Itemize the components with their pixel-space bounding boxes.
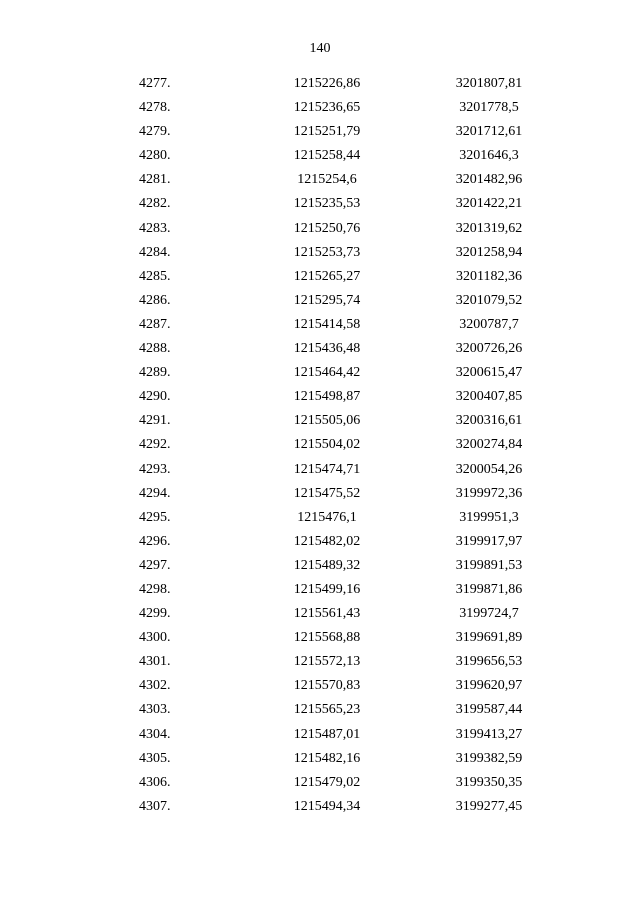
coordinate-y: 3199871,86 — [455, 581, 523, 597]
coordinate-x: 1215254,6 — [297, 172, 357, 188]
point-number: 4283. — [139, 220, 171, 236]
point-number: 4277. — [139, 76, 171, 91]
coordinate-x: 1215482,02 — [293, 533, 361, 549]
coordinate-x: 1215476,1 — [297, 509, 357, 525]
table-row — [0, 747, 640, 771]
table-row — [0, 795, 640, 819]
point-number: 4287. — [139, 316, 171, 332]
coordinate-x: 1215414,58 — [293, 316, 361, 332]
coordinate-x: 1215226,86 — [293, 76, 361, 91]
coordinate-y: 3199691,89 — [455, 630, 523, 646]
point-number: 4296. — [139, 533, 171, 549]
table-row — [0, 482, 640, 506]
point-number: 4290. — [139, 389, 171, 405]
coordinate-x: 1215253,73 — [293, 244, 361, 260]
table-row — [0, 650, 640, 674]
coordinate-y: 3199891,53 — [455, 557, 523, 573]
point-number: 4306. — [139, 774, 171, 790]
coordinate-x: 1215572,13 — [293, 654, 361, 670]
point-number: 4293. — [139, 461, 171, 477]
coordinate-y: 3201182,36 — [456, 268, 522, 284]
coordinate-y: 3199724,7 — [459, 606, 519, 622]
point-number: 4291. — [139, 413, 171, 429]
table-row — [0, 433, 640, 457]
point-number: 4282. — [139, 196, 171, 212]
coordinate-x: 1215482,16 — [293, 750, 361, 766]
table-row — [0, 771, 640, 795]
point-number: 4286. — [139, 292, 171, 308]
point-number: 4294. — [139, 485, 171, 501]
coordinate-x: 1215479,02 — [293, 774, 361, 790]
table-row — [0, 313, 640, 337]
coordinate-y: 3199413,27 — [455, 726, 523, 742]
coordinate-y: 3199277,45 — [455, 798, 523, 814]
table-row — [0, 72, 640, 96]
point-number: 4305. — [139, 750, 171, 766]
coordinate-y: 3200615,47 — [455, 365, 523, 381]
coordinate-x: 1215235,53 — [293, 196, 361, 212]
table-row — [0, 506, 640, 530]
point-number: 4289. — [139, 365, 171, 381]
coordinate-y: 3199587,44 — [455, 702, 523, 718]
table-row — [0, 530, 640, 554]
coordinate-x: 1215570,83 — [293, 678, 361, 694]
table-row — [0, 674, 640, 698]
coordinate-x: 1215487,01 — [293, 726, 361, 742]
coordinate-y: 3200787,7 — [459, 316, 519, 332]
point-number: 4280. — [139, 148, 171, 164]
table-row — [0, 458, 640, 482]
coordinate-x: 1215258,44 — [293, 148, 361, 164]
coordinate-y: 3199972,36 — [455, 485, 523, 501]
coordinate-y: 3201646,3 — [459, 148, 519, 164]
coordinate-y: 3200407,85 — [455, 389, 523, 405]
point-number: 4292. — [139, 437, 171, 453]
coordinate-y: 3201712,61 — [455, 124, 523, 140]
table-row — [0, 602, 640, 626]
coordinate-y: 3199951,3 — [459, 509, 519, 525]
point-number: 4307. — [139, 798, 171, 814]
point-number: 4304. — [139, 726, 171, 742]
point-number: 4303. — [139, 702, 171, 718]
table-row — [0, 120, 640, 144]
table-row — [0, 698, 640, 722]
coordinate-y: 3200274,84 — [455, 437, 523, 453]
table-row — [0, 626, 640, 650]
page-number: 140 — [309, 41, 331, 56]
coordinate-x: 1215475,52 — [293, 485, 361, 501]
table-row — [0, 337, 640, 361]
coordinate-y: 3201807,81 — [455, 76, 523, 91]
coordinate-y: 3199382,59 — [455, 750, 523, 766]
coordinate-x: 1215565,23 — [293, 702, 361, 718]
point-number: 4298. — [139, 581, 171, 597]
table-row — [0, 217, 640, 241]
coordinate-y: 3199656,53 — [455, 654, 523, 670]
coordinate-x: 1215250,76 — [293, 220, 361, 236]
coordinate-y: 3199620,97 — [455, 678, 523, 694]
coordinate-x: 1215464,42 — [293, 365, 361, 381]
point-number: 4302. — [139, 678, 171, 694]
coordinate-y: 3201319,62 — [455, 220, 523, 236]
point-number: 4297. — [139, 557, 171, 573]
table-row — [0, 409, 640, 433]
coordinate-x: 1215265,27 — [293, 268, 361, 284]
table-row — [0, 265, 640, 289]
coordinate-x: 1215474,71 — [293, 461, 361, 477]
coordinate-x: 1215295,74 — [293, 292, 361, 308]
table-row — [0, 96, 640, 120]
point-number: 4284. — [139, 244, 171, 260]
coordinate-y: 3201422,21 — [455, 196, 523, 212]
coordinate-y: 3201079,52 — [455, 292, 523, 308]
point-number: 4288. — [139, 341, 171, 357]
point-number: 4279. — [139, 124, 171, 140]
point-number: 4281. — [139, 172, 171, 188]
point-number: 4299. — [139, 606, 171, 622]
coordinate-y: 3200316,61 — [455, 413, 523, 429]
table-row — [0, 361, 640, 385]
point-number: 4300. — [139, 630, 171, 646]
table-row — [0, 241, 640, 265]
coordinate-x: 1215494,34 — [293, 798, 361, 814]
coordinate-y: 3200054,26 — [455, 461, 523, 477]
table-row — [0, 289, 640, 313]
coordinate-y: 3200726,26 — [455, 341, 523, 357]
point-number: 4295. — [139, 509, 171, 525]
point-number: 4285. — [139, 268, 171, 284]
coordinate-x: 1215436,48 — [293, 341, 361, 357]
point-number: 4301. — [139, 654, 171, 670]
coordinate-y: 3199917,97 — [455, 533, 523, 549]
coordinate-x: 1215499,16 — [293, 581, 361, 597]
coordinate-y: 3201482,96 — [455, 172, 523, 188]
table-row — [0, 385, 640, 409]
coordinate-y: 3201778,5 — [459, 100, 519, 116]
point-number: 4278. — [139, 100, 171, 116]
table-row — [0, 168, 640, 192]
coordinate-x: 1215251,79 — [293, 124, 361, 140]
coordinate-x: 1215504,02 — [293, 437, 361, 453]
coordinate-y: 3201258,94 — [455, 244, 523, 260]
coordinate-y: 3199350,35 — [455, 774, 523, 790]
table-row — [0, 192, 640, 216]
coordinate-x: 1215236,65 — [293, 100, 361, 116]
coordinate-x: 1215498,87 — [293, 389, 361, 405]
table-row — [0, 723, 640, 747]
coordinate-table — [0, 72, 640, 819]
table-row — [0, 578, 640, 602]
coordinate-x: 1215489,32 — [293, 557, 361, 573]
coordinate-x: 1215505,06 — [293, 413, 361, 429]
coordinate-x: 1215561,43 — [293, 606, 361, 622]
coordinate-x: 1215568,88 — [293, 630, 361, 646]
table-row — [0, 144, 640, 168]
table-row — [0, 554, 640, 578]
